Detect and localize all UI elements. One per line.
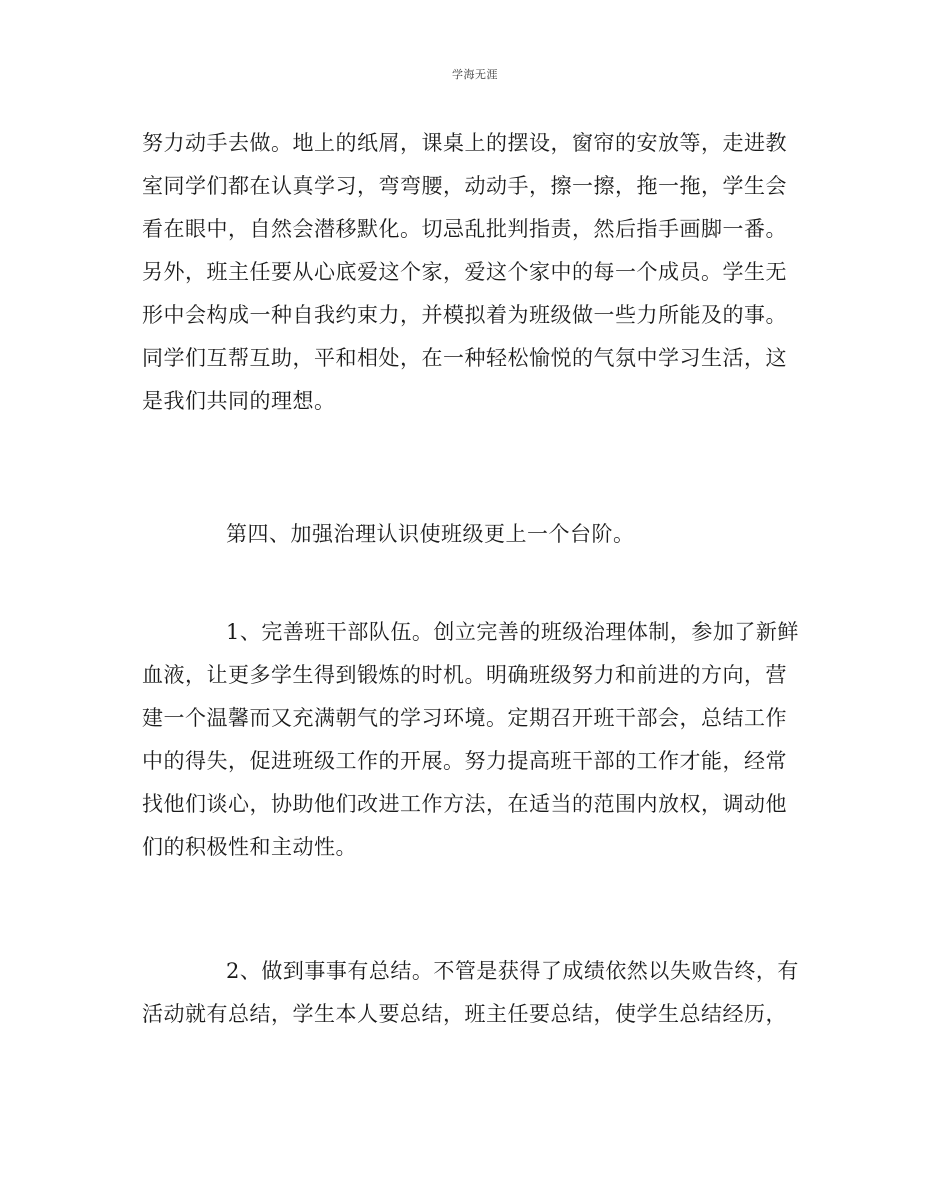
section-heading: [142, 513, 812, 556]
paragraph-line: 同学们互帮互助，平和相处，在一种轻松愉悦的气氛中学习生活，这: [142, 346, 787, 370]
paragraph-line: 室同学们都在认真学习，弯弯腰，动动手，擦一擦，拖一拖，学生会: [142, 174, 787, 198]
paragraph-line: 1、完善班干部队伍。创立完善的班级治理体制，参加了新鲜: [226, 620, 799, 644]
paragraph-line: 找他们谈心，协助他们改进工作方法，在适当的范围内放权，调动他: [142, 792, 787, 816]
paragraph-line: 血液，让更多学生得到锻炼的时机。明确班级努力和前进的方向，营: [142, 663, 787, 687]
paragraph-line: 看在眼中，自然会潜移默化。切忌乱批判指责，然后指手画脚一番。: [142, 217, 787, 241]
page-header: 学海无涯: [452, 68, 498, 81]
paragraph-line: 2、做到事事有总结。不管是获得了成绩依然以失败告终，有: [226, 959, 799, 983]
paragraph-line: 是我们共同的理想。: [142, 389, 336, 413]
paragraph-line: 建一个温馨而又充满朝气的学习环境。定期召开班干部会，总结工作: [142, 706, 787, 730]
paragraph-line: 中的得失，促进班级工作的开展。努力提高班干部的工作才能，经常: [142, 749, 787, 773]
paragraph-item-1: [142, 611, 812, 869]
paragraph-line: 另外，班主任要从心底爱这个家，爱这个家中的每一个成员。学生无: [142, 260, 787, 284]
section-heading-text: 第四、加强治理认识使班级更上一个台阶。: [226, 522, 635, 546]
paragraph-item-2: [142, 950, 812, 1036]
paragraph-line: 形中会构成一种自我约束力，并模拟着为班级做一些力所能及的事。: [142, 303, 787, 327]
paragraph-1: [142, 122, 812, 423]
paragraph-line: 们的积极性和主动性。: [142, 835, 357, 859]
paragraph-line: 努力动手去做。地上的纸屑，课桌上的摆设，窗帘的安放等，走进教: [142, 131, 787, 155]
paragraph-line: 活动就有总结，学生本人要总结，班主任要总结，使学生总结经历，: [142, 1002, 787, 1026]
